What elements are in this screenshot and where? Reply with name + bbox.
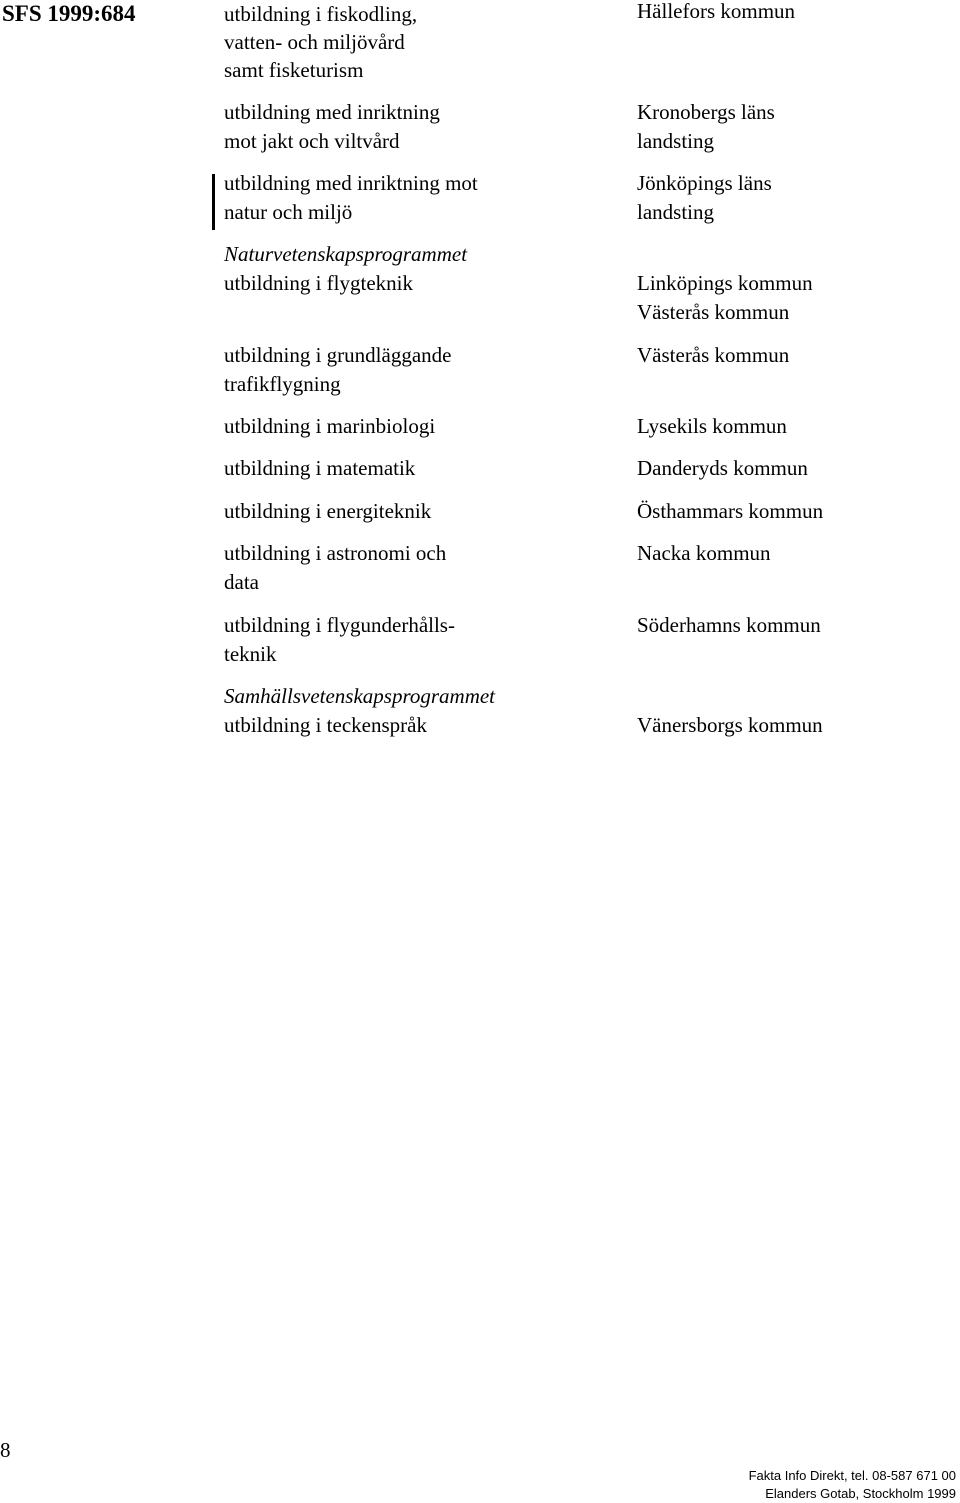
footer-contact: Fakta Info Direkt, tel. 08-587 671 00 xyxy=(748,1468,956,1483)
program-line: mot jakt och viltvård xyxy=(224,129,400,153)
program-heading: Samhällsvetenskapsprogrammet xyxy=(224,684,496,708)
program-line: utbildning i energiteknik xyxy=(224,499,432,523)
change-marker-bar xyxy=(212,174,215,230)
footer-printer: Elanders Gotab, Stockholm 1999 xyxy=(765,1486,956,1501)
program-line: samt fisketurism xyxy=(224,58,364,82)
program-line: utbildning i teckenspråk xyxy=(224,713,427,737)
page-number: 8 xyxy=(0,1438,11,1462)
municipality-line: Danderyds kommun xyxy=(637,456,808,480)
municipality-line: Vänersborgs kommun xyxy=(637,713,823,737)
program-line: utbildning med inriktning xyxy=(224,100,440,124)
program-line: trafikflygning xyxy=(224,372,341,396)
program-line: utbildning i flygunderhålls- xyxy=(224,613,455,637)
municipality-line: Linköpings kommun xyxy=(637,271,813,295)
municipality-line: Västerås kommun xyxy=(637,343,790,367)
municipality-line: Östhammars kommun xyxy=(637,499,824,523)
municipality-line: landsting xyxy=(637,200,714,224)
program-line: utbildning med inriktning mot xyxy=(224,171,478,195)
municipality-line: Söderhamns kommun xyxy=(637,613,821,637)
program-line: natur och miljö xyxy=(224,200,353,224)
sfs-number: SFS 1999:684 xyxy=(2,1,136,26)
municipality-line: Lysekils kommun xyxy=(637,414,787,438)
municipality-line: Västerås kommun xyxy=(637,300,790,324)
program-line: vatten- och miljövård xyxy=(224,30,405,54)
program-heading: Naturvetenskapsprogrammet xyxy=(224,242,468,266)
program-line: teknik xyxy=(224,642,277,666)
program-line: utbildning i flygteknik xyxy=(224,271,413,295)
program-line: utbildning i matematik xyxy=(224,456,416,480)
program-line: utbildning i fiskodling, xyxy=(224,2,418,26)
program-line: utbildning i grundläggande xyxy=(224,343,452,367)
municipality-line: landsting xyxy=(637,129,714,153)
program-line: utbildning i astronomi och xyxy=(224,541,447,565)
municipality-line: Jönköpings läns xyxy=(637,171,772,195)
program-line: data xyxy=(224,570,259,594)
publisher-footer xyxy=(749,1467,956,1503)
municipality-line: Kronobergs läns xyxy=(637,100,775,124)
program-line: utbildning i marinbiologi xyxy=(224,414,436,438)
municipality-line: Nacka kommun xyxy=(637,541,771,565)
municipality-line: Hällefors kommun xyxy=(637,0,796,23)
